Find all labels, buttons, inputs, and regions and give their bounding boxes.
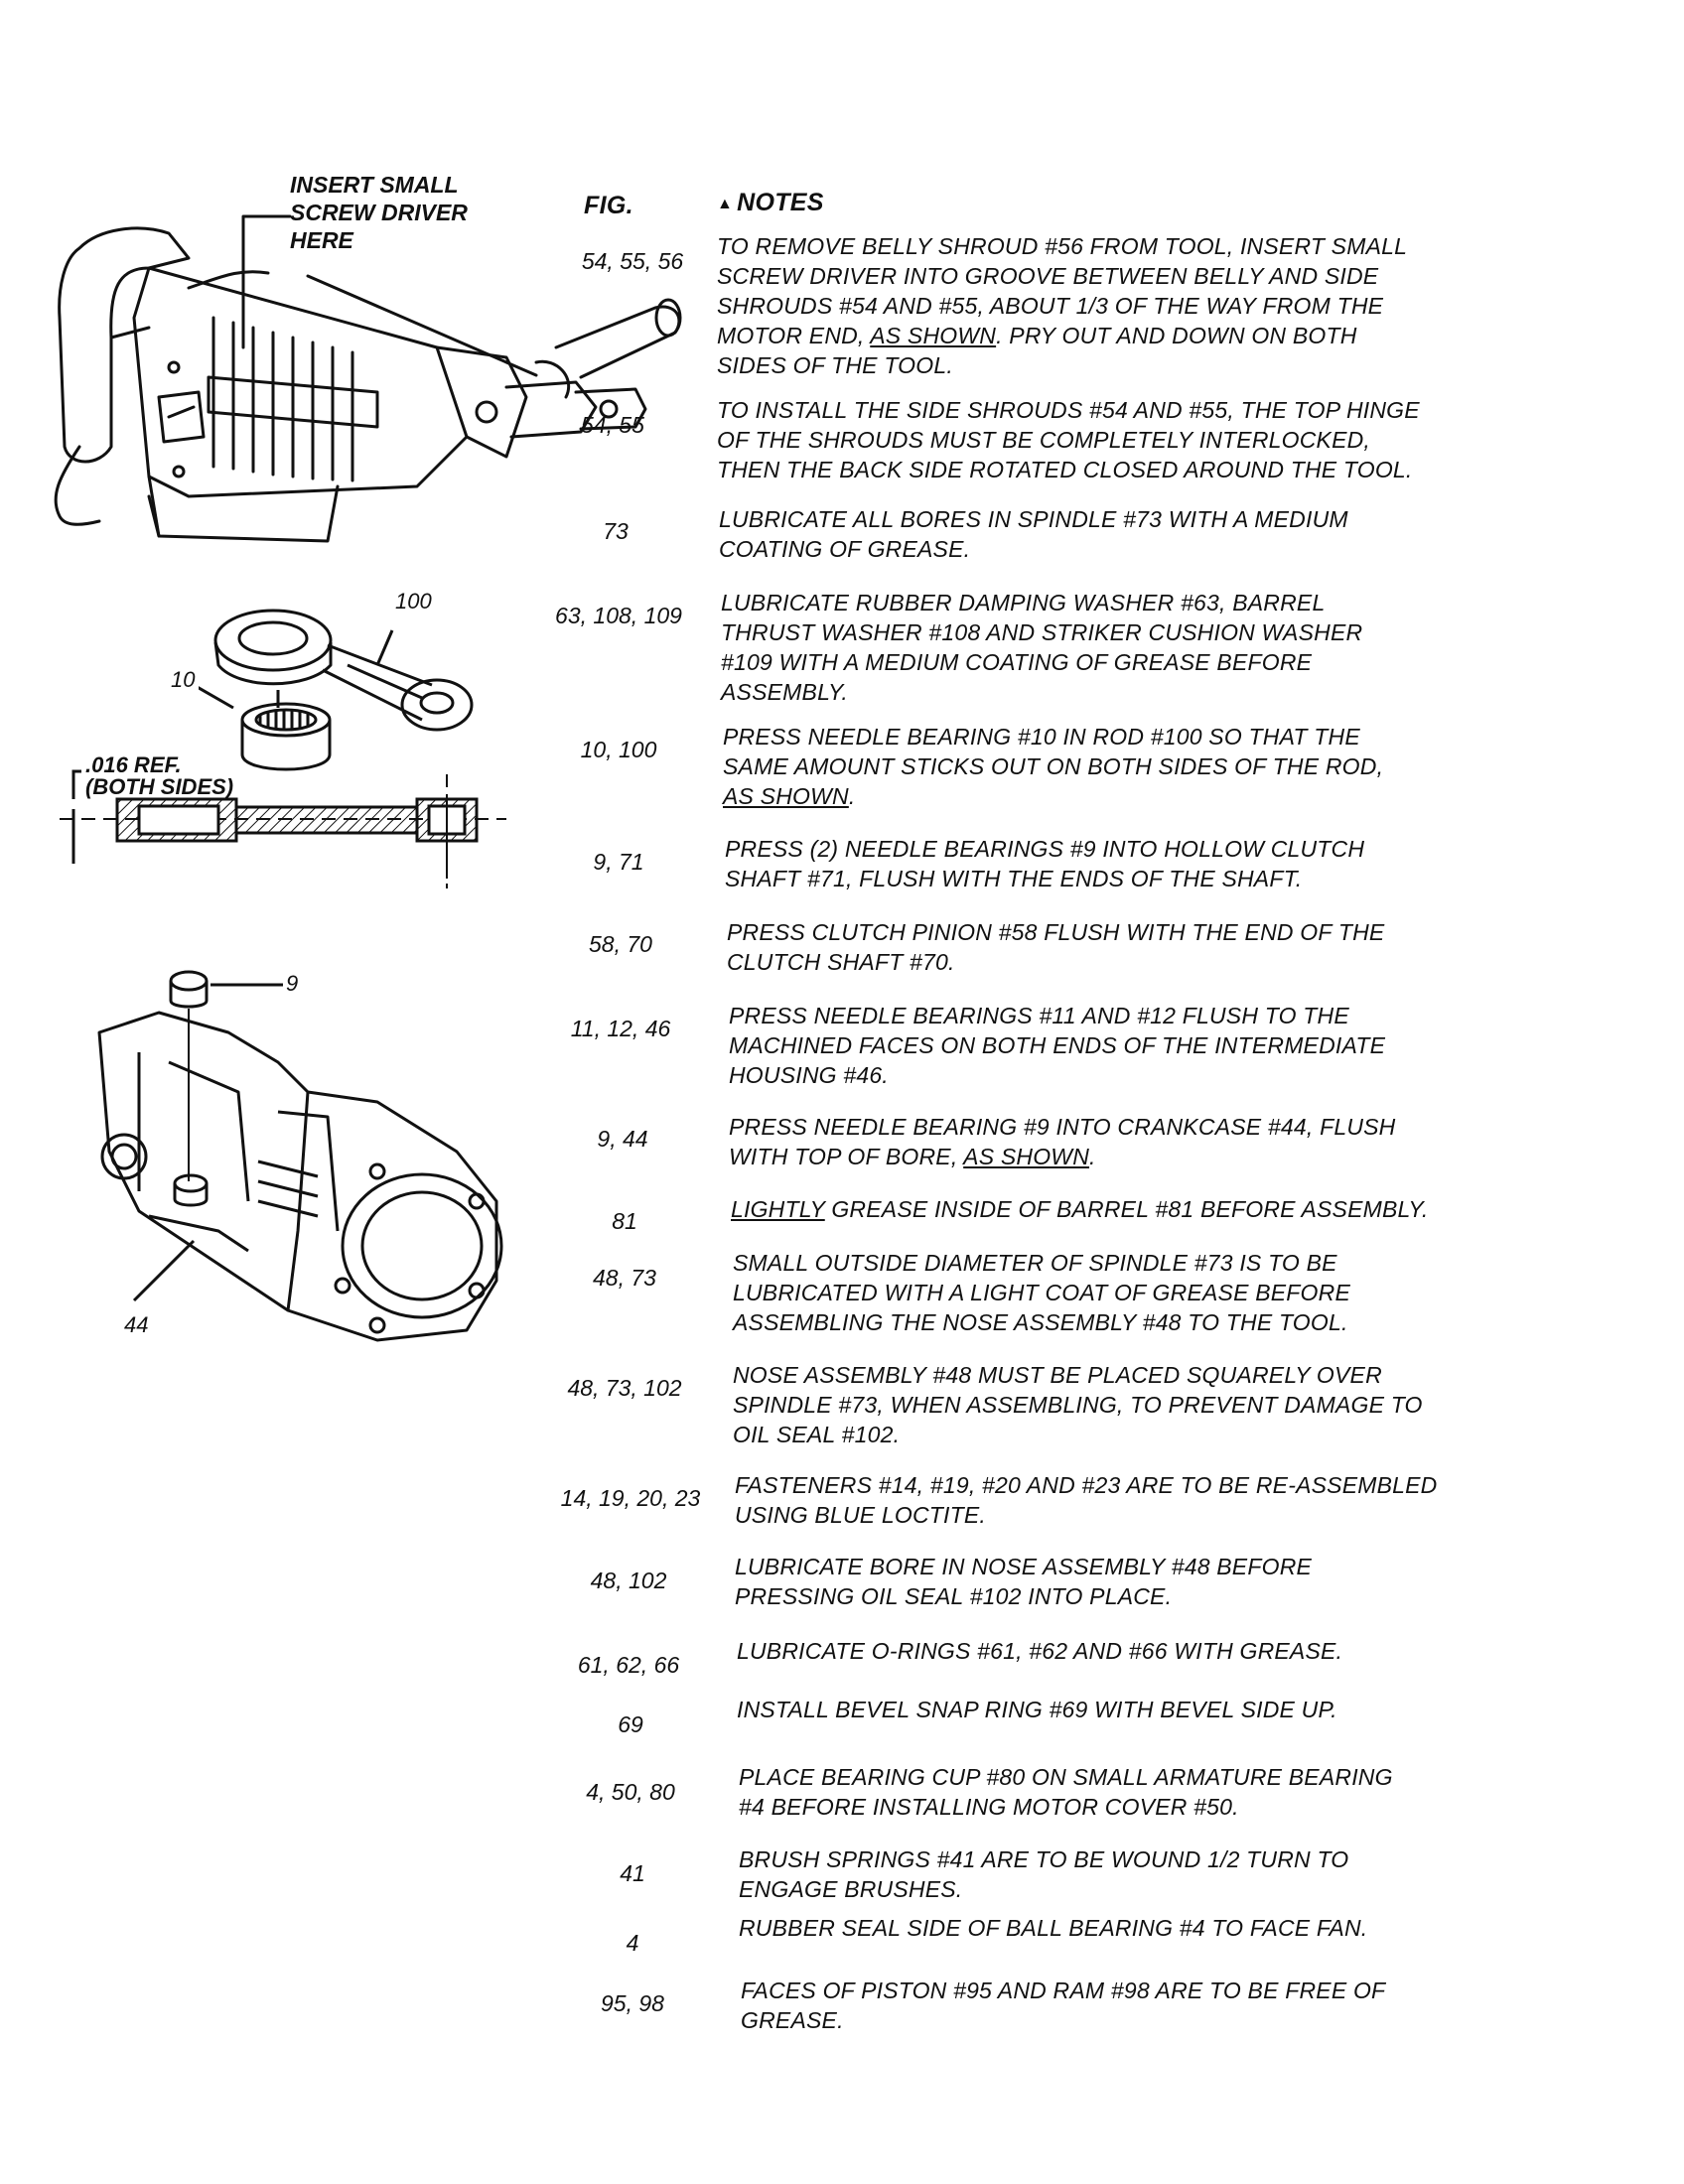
fig-numbers: 10, 100 bbox=[580, 737, 657, 762]
note-line: ASSEMBLING THE NOSE ASSEMBLY #48 TO THE TOOL. bbox=[733, 1309, 1348, 1335]
fig-numbers: 95, 98 bbox=[601, 1990, 664, 2016]
drill-callout-line: INSERT SMALL bbox=[290, 172, 459, 198]
drill-callout-line: SCREW DRIVER bbox=[290, 200, 468, 225]
note-text bbox=[727, 917, 1501, 977]
note-line: SPINDLE #73, WHEN ASSEMBLING, TO PREVENT DAMAGE TO bbox=[733, 1392, 1423, 1418]
note-line: PRESS NEEDLE BEARING #9 INTO CRANKCASE #44, FLUSH bbox=[729, 1114, 1396, 1140]
fig-numbers: 14, 19, 20, 23 bbox=[560, 1485, 701, 1511]
note-text bbox=[717, 395, 1491, 484]
note-line: SIDES OF THE TOOL. bbox=[717, 352, 953, 378]
fig-numbers: 9, 71 bbox=[593, 849, 644, 875]
note-line: SAME AMOUNT STICKS OUT ON BOTH SIDES OF THE ROD, bbox=[723, 753, 1384, 779]
housing-label-9: 9 bbox=[286, 971, 299, 996]
note-line: MOTOR END, AS SHOWN. PRY OUT AND DOWN ON BOTH bbox=[717, 323, 1357, 348]
fig-numbers: 48, 73 bbox=[593, 1265, 656, 1291]
note-line: INSTALL BEVEL SNAP RING #69 WITH BEVEL SIDE UP. bbox=[737, 1697, 1337, 1722]
note-text bbox=[723, 722, 1497, 811]
note-line: LUBRICATE BORE IN NOSE ASSEMBLY #48 BEFORE bbox=[735, 1554, 1313, 1579]
housing-label-44: 44 bbox=[124, 1312, 149, 1337]
note-text bbox=[725, 834, 1499, 893]
fig-numbers: 48, 102 bbox=[590, 1568, 667, 1593]
note-line: COATING OF GREASE. bbox=[719, 536, 971, 562]
note-line: FASTENERS #14, #19, #20 AND #23 ARE TO BE RE-ASSEMBLED bbox=[735, 1472, 1438, 1498]
note-line: LUBRICATE ALL BORES IN SPINDLE #73 WITH A MEDIUM bbox=[719, 506, 1348, 532]
note-text bbox=[735, 1552, 1509, 1611]
bearing-label-10: 10 bbox=[171, 667, 196, 692]
note-line: ASSEMBLY. bbox=[721, 679, 848, 705]
triangle-icon: ▲ bbox=[717, 196, 734, 212]
note-line: GREASE. bbox=[741, 2007, 844, 2033]
fig-numbers: 69 bbox=[618, 1711, 643, 1737]
note-text bbox=[717, 231, 1491, 380]
note-text bbox=[739, 1844, 1513, 1904]
note-line: ENGAGE BRUSHES. bbox=[739, 1876, 963, 1902]
note-line: THEN THE BACK SIDE ROTATED CLOSED AROUND THE TOOL. bbox=[717, 457, 1413, 482]
note-line: SCREW DRIVER INTO GROOVE BETWEEN BELLY AND SIDE bbox=[717, 263, 1379, 289]
note-line: LUBRICATE O-RINGS #61, #62 AND #66 WITH GREASE. bbox=[737, 1638, 1343, 1664]
note-text bbox=[719, 504, 1493, 564]
note-text bbox=[721, 588, 1495, 707]
note-line: AS SHOWN. bbox=[723, 783, 856, 809]
note-line: MACHINED FACES ON BOTH ENDS OF THE INTERMEDIATE bbox=[729, 1032, 1386, 1058]
fig-numbers: 63, 108, 109 bbox=[555, 603, 682, 628]
notes-column-header bbox=[717, 189, 824, 217]
fig-numbers: 11, 12, 46 bbox=[570, 1016, 671, 1041]
fig-numbers: 81 bbox=[612, 1208, 637, 1234]
note-text bbox=[729, 1112, 1503, 1171]
fig-numbers: 41 bbox=[620, 1860, 645, 1886]
fig-numbers: 4, 50, 80 bbox=[586, 1779, 675, 1805]
note-line: SMALL OUTSIDE DIAMETER OF SPINDLE #73 IS TO BE bbox=[733, 1250, 1337, 1276]
note-line: FACES OF PISTON #95 AND RAM #98 ARE TO BE FREE OF bbox=[741, 1978, 1386, 2003]
note-text bbox=[739, 1762, 1513, 1822]
ref-label-line: .016 REF. bbox=[85, 752, 182, 777]
rod-label-100: 100 bbox=[395, 589, 432, 614]
note-line: PRESSING OIL SEAL #102 INTO PLACE. bbox=[735, 1583, 1173, 1609]
note-line: LUBRICATED WITH A LIGHT COAT OF GREASE BEFORE bbox=[733, 1280, 1350, 1305]
note-line: PRESS NEEDLE BEARINGS #11 AND #12 FLUSH TO THE bbox=[729, 1003, 1349, 1028]
note-line: PRESS CLUTCH PINION #58 FLUSH WITH THE END OF THE bbox=[727, 919, 1385, 945]
fig-column-header: FIG. bbox=[584, 192, 633, 219]
notes-header-label: NOTES bbox=[737, 189, 824, 216]
note-line: PLACE BEARING CUP #80 ON SMALL ARMATURE BEARING bbox=[739, 1764, 1393, 1790]
drill-callout-line: HERE bbox=[290, 227, 353, 253]
note-text bbox=[733, 1360, 1507, 1449]
fig-numbers: 54, 55, 56 bbox=[581, 248, 684, 274]
note-line: HOUSING #46. bbox=[729, 1062, 889, 1088]
note-line: PRESS NEEDLE BEARING #10 IN ROD #100 SO THAT THE bbox=[723, 724, 1360, 750]
note-text bbox=[729, 1001, 1503, 1090]
note-line: #109 WITH A MEDIUM COATING OF GREASE BEFORE bbox=[721, 649, 1313, 675]
note-line: SHAFT #71, FLUSH WITH THE ENDS OF THE SHAFT. bbox=[725, 866, 1303, 891]
note-text bbox=[737, 1636, 1511, 1666]
note-text bbox=[737, 1695, 1511, 1724]
note-line: LUBRICATE RUBBER DAMPING WASHER #63, BARREL bbox=[721, 590, 1326, 615]
note-line: LIGHTLY GREASE INSIDE OF BARREL #81 BEFORE ASSEMBLY. bbox=[731, 1196, 1429, 1222]
note-line: NOSE ASSEMBLY #48 MUST BE PLACED SQUARELY OVER bbox=[733, 1362, 1382, 1388]
note-text bbox=[739, 1913, 1513, 1943]
fig-numbers: 58, 70 bbox=[589, 931, 652, 957]
fig-numbers: 4 bbox=[626, 1930, 639, 1956]
fig-numbers: 54, 55 bbox=[581, 412, 644, 438]
note-text bbox=[733, 1248, 1507, 1337]
note-line: SHROUDS #54 AND #55, ABOUT 1/3 OF THE WAY FROM THE bbox=[717, 293, 1384, 319]
note-line: THRUST WASHER #108 AND STRIKER CUSHION WASHER bbox=[721, 619, 1363, 645]
crankcase-illustration bbox=[79, 953, 556, 1390]
fig-numbers: 73 bbox=[603, 518, 629, 544]
note-line: USING BLUE LOCTITE. bbox=[735, 1502, 987, 1528]
note-text bbox=[731, 1194, 1505, 1224]
note-text bbox=[741, 1976, 1515, 2035]
note-line: OF THE SHROUDS MUST BE COMPLETELY INTERLOCKED, bbox=[717, 427, 1371, 453]
note-line: PRESS (2) NEEDLE BEARINGS #9 INTO HOLLOW CLUTCH bbox=[725, 836, 1365, 862]
note-line: TO INSTALL THE SIDE SHROUDS #54 AND #55, THE TOP HINGE bbox=[717, 397, 1420, 423]
note-line: TO REMOVE BELLY SHROUD #56 FROM TOOL, INSERT SMALL bbox=[717, 233, 1408, 259]
fig-numbers: 61, 62, 66 bbox=[577, 1652, 680, 1678]
ref-label-line: (BOTH SIDES) bbox=[85, 774, 234, 799]
note-line: OIL SEAL #102. bbox=[733, 1422, 901, 1447]
fig-numbers: 48, 73, 102 bbox=[567, 1375, 682, 1401]
note-line: CLUTCH SHAFT #70. bbox=[727, 949, 955, 975]
rod-section-view-illustration bbox=[60, 759, 506, 888]
note-text bbox=[735, 1470, 1529, 1530]
note-line: WITH TOP OF BORE, AS SHOWN. bbox=[729, 1144, 1096, 1169]
note-line: BRUSH SPRINGS #41 ARE TO BE WOUND 1/2 TURN TO bbox=[739, 1846, 1349, 1872]
note-line: RUBBER SEAL SIDE OF BALL BEARING #4 TO FACE FAN. bbox=[739, 1915, 1368, 1941]
note-line: #4 BEFORE INSTALLING MOTOR COVER #50. bbox=[739, 1794, 1239, 1820]
fig-numbers: 9, 44 bbox=[597, 1126, 648, 1152]
